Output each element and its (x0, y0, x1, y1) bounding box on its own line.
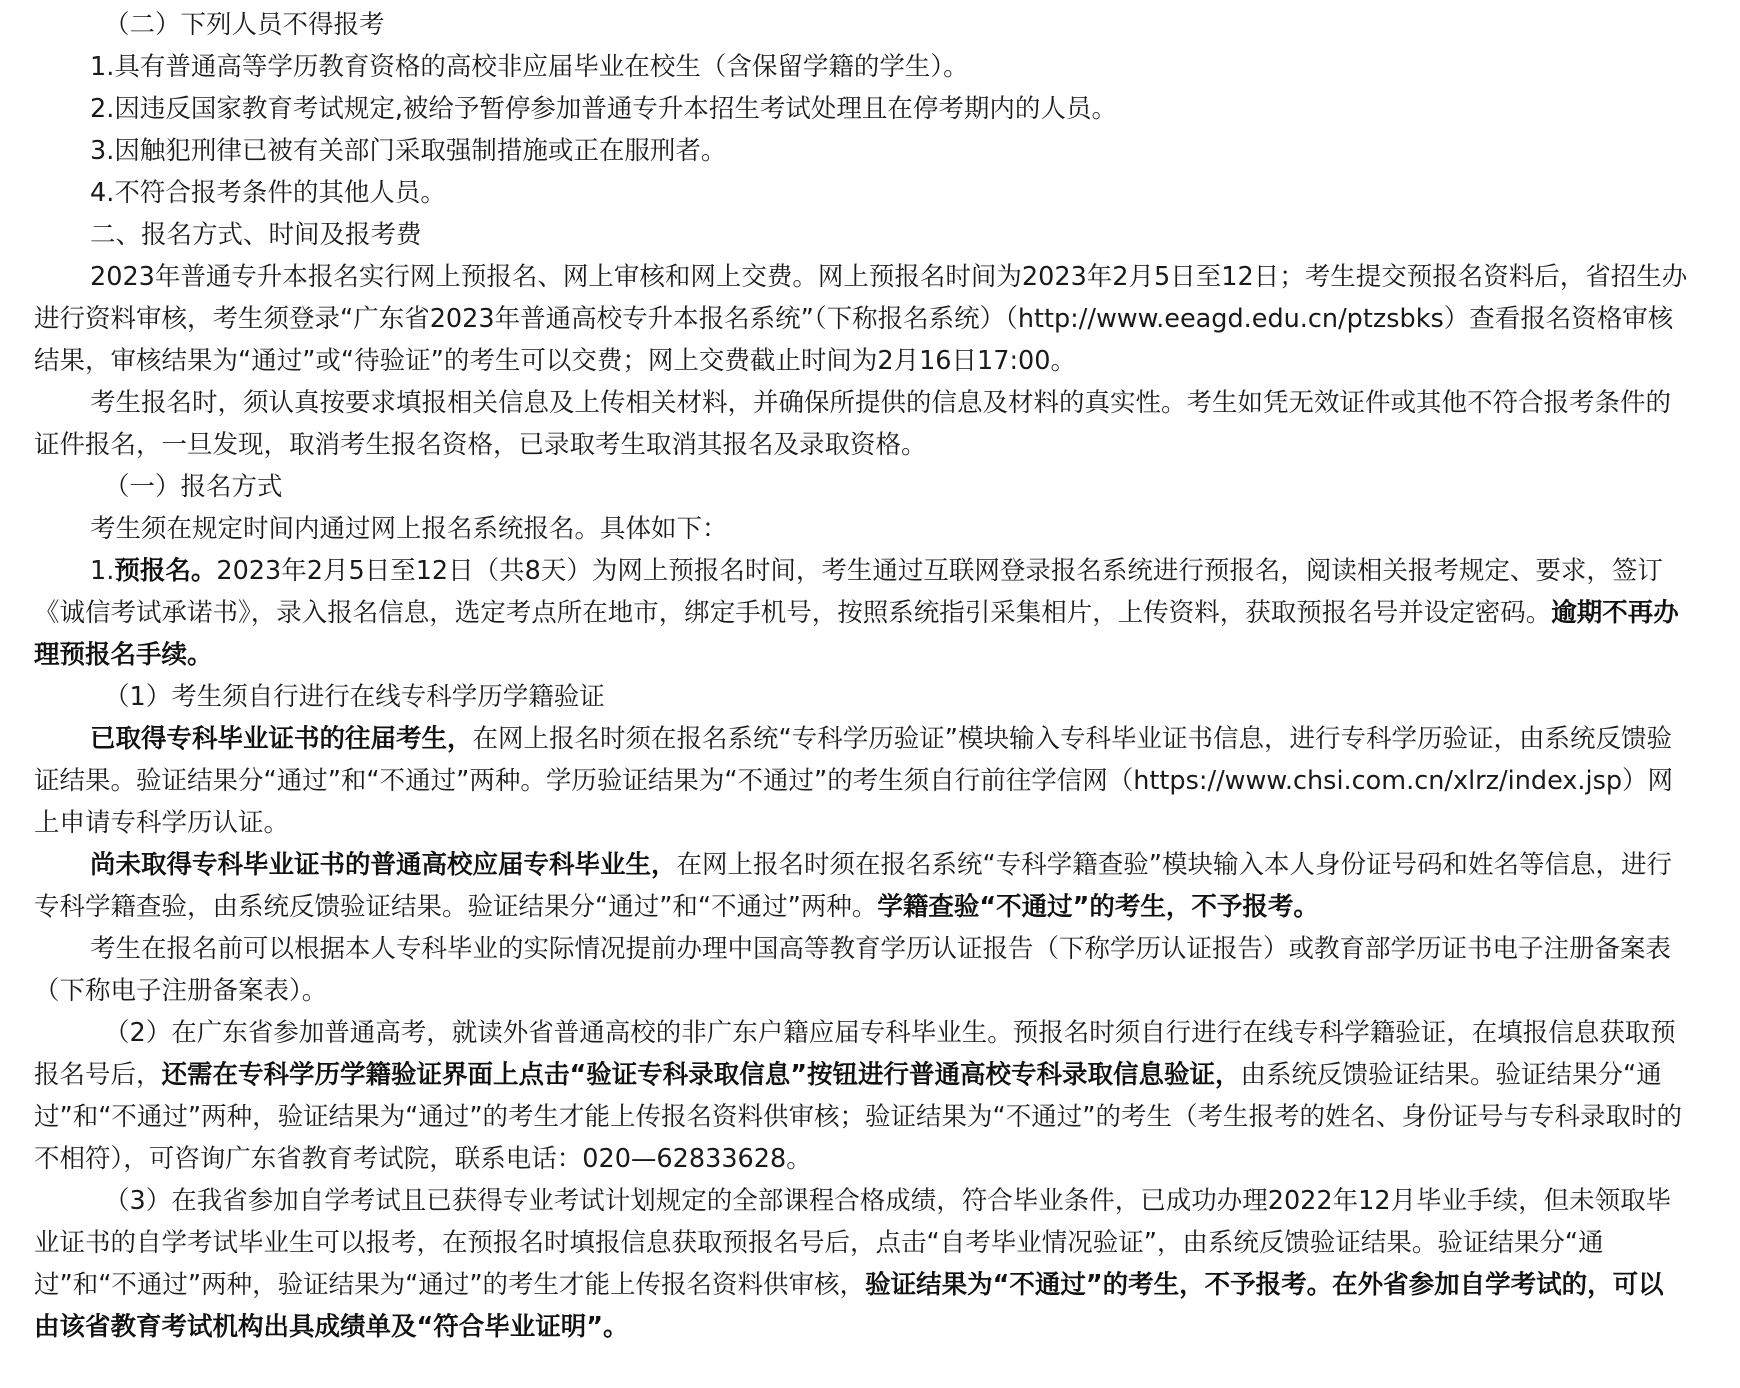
current-graduates-paragraph (34, 844, 1688, 928)
authenticity-paragraph: 考生报名时，须认真按要求填报相关信息及上传相关材料，并确保所提供的信息及材料的真实性。考生如凭无效证件或其他不符合报考条件的证件报名，一旦发现，取消考生报名资格，已录取考生取消其报名及录取资格。 (34, 388, 1672, 460)
registration-overview-paragraph: 2023年普通专升本报名实行网上预报名、网上审核和网上交费。网上预报名时间为2023年2月5日至12日；考生提交预报名资料后，省招生办进行资料审核，考生须登录“广东省2023年普通高校专升本报名系统”（下称报名系统）（http://www.eeagd.edu.cn/ptzsbks）查看报名资格审核结果，审核结果为“通过”或“待验证”的考生可以交费；网上交费截止时间为2月16日17:00。 (34, 262, 1688, 376)
self-study-warning: 验证结果为“不通过”的考生，不予报考。在外省参加自学考试的，可以由该省教育考试机构出具成绩单及“符合毕业证明”。 (34, 1270, 1664, 1342)
pre-registration-text: 2023年2月5日至12日（共8天）为网上预报名时间，考生通过互联网登录报名系统进行预报名，阅读相关报考规定、要求，签订《诚信考试承诺书》，录入报名信息，选定考点所在地市，绑定手机号，按照系统指引采集相片，上传资料，获取预报名号并设定密码。 (34, 556, 1663, 628)
method-intro-paragraph: 考生须在规定时间内通过网上报名系统报名。具体如下： (90, 514, 728, 544)
graduated-candidates-paragraph (34, 718, 1688, 844)
ineligible-item-2: 2.因违反国家教育考试规定,被给予暂停参加普通专升本招生考试处理且在停考期内的人员。 (90, 94, 1117, 124)
pre-registration-deadline-note: 逾期不再办理预报名手续。 (34, 598, 1679, 670)
graduated-candidates-label: 已取得专科毕业证书的往届考生， (90, 724, 473, 754)
current-graduates-text: 在网上报名时须在报名系统“专科学籍查验”模块输入本人身份证号码和姓名等信息，进行专科学籍查验，由系统反馈验证结果。验证结果分“通过”和“不通过”两种。 (34, 850, 1672, 922)
pre-registration-label: 预报名。 (114, 556, 217, 586)
certification-report-paragraph: 考生在报名前可以根据本人专科毕业的实际情况提前办理中国高等教育学历认证报告（下称学历认证报告）或教育部学历证书电子注册备案表（下称电子注册备案表）。 (34, 934, 1672, 1006)
out-of-province-paragraph (34, 1012, 1688, 1180)
section-heading-method: （一）报名方式 (104, 472, 283, 502)
ineligible-item-3: 3.因触犯刑律已被有关部门采取强制措施或正在服刑者。 (90, 136, 727, 166)
section-heading-ineligible: （二）下列人员不得报考 (104, 10, 385, 40)
ineligible-item-4: 4.不符合报考条件的其他人员。 (90, 178, 446, 208)
out-of-province-instruction: 还需在专科学历学籍验证界面上点击“验证专科录取信息”按钮进行普通高校专科录取信息验证， (161, 1060, 1241, 1090)
section-heading-registration: 二、报名方式、时间及报考费 (90, 220, 422, 250)
ineligible-item-1: 1.具有普通高等学历教育资格的高校非应届毕业在校生（含保留学籍的学生）。 (90, 52, 969, 82)
out-of-province-text-1: （2）在广东省参加普通高考，就读外省普通高校的非广东户籍应届专科毕业生。预报名时须自行进行在线专科学籍验证，在填报信息获取预报名号后， (34, 1018, 1676, 1090)
pre-registration-number: 1. (90, 556, 115, 586)
graduated-candidates-text: 在网上报名时须在报名系统“专科学历验证”模块输入专科毕业证书信息，进行专科学历验证，由系统反馈验证结果。验证结果分“通过”和“不通过”两种。学历验证结果为“不通过”的考生须自行前往学信网（https://www.chsi.com.cn/xlrz/index.jsp）网上申请专科学历认证。 (34, 724, 1674, 838)
current-graduates-warning: 学籍查验“不通过”的考生，不予报考。 (877, 892, 1319, 922)
out-of-province-text-2: 由系统反馈验证结果。验证结果分“通过”和“不通过”两种，验证结果为“通过”的考生才能上传报名资料供审核；验证结果为“不通过”的考生（考生报考的姓名、身份证号与专科录取时的不相符），可咨询广东省教育考试院，联系电话：020—62833628。 (34, 1060, 1682, 1174)
self-study-paragraph (34, 1180, 1688, 1348)
current-graduates-label: 尚未取得专科毕业证书的普通高校应届专科毕业生， (90, 850, 677, 880)
subsection-heading-verification: （1）考生须自行进行在线专科学历学籍验证 (104, 682, 605, 712)
self-study-text: （3）在我省参加自学考试且已获得专业考试计划规定的全部课程合格成绩，符合毕业条件，已成功办理2022年12月毕业手续，但未领取毕业证书的自学考试毕业生可以报考，在预报名时填报信息获取预报名号后，点击“自考毕业情况验证”，由系统反馈验证结果。验证结果分“通过”和“不通过”两种，验证结果为“通过”的考生才能上传报名资料供审核， (34, 1186, 1672, 1300)
pre-registration-paragraph (34, 550, 1688, 676)
